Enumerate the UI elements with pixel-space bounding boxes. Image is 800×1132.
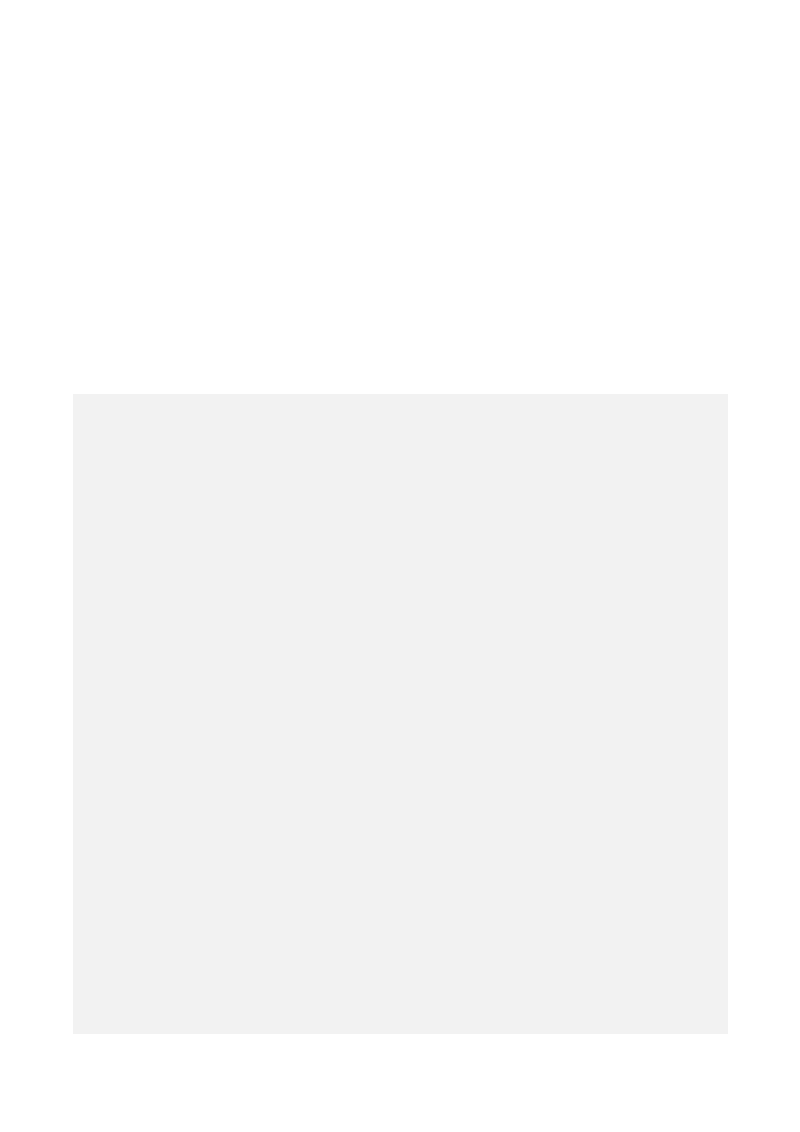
answer-analysis-panel xyxy=(73,394,728,1034)
